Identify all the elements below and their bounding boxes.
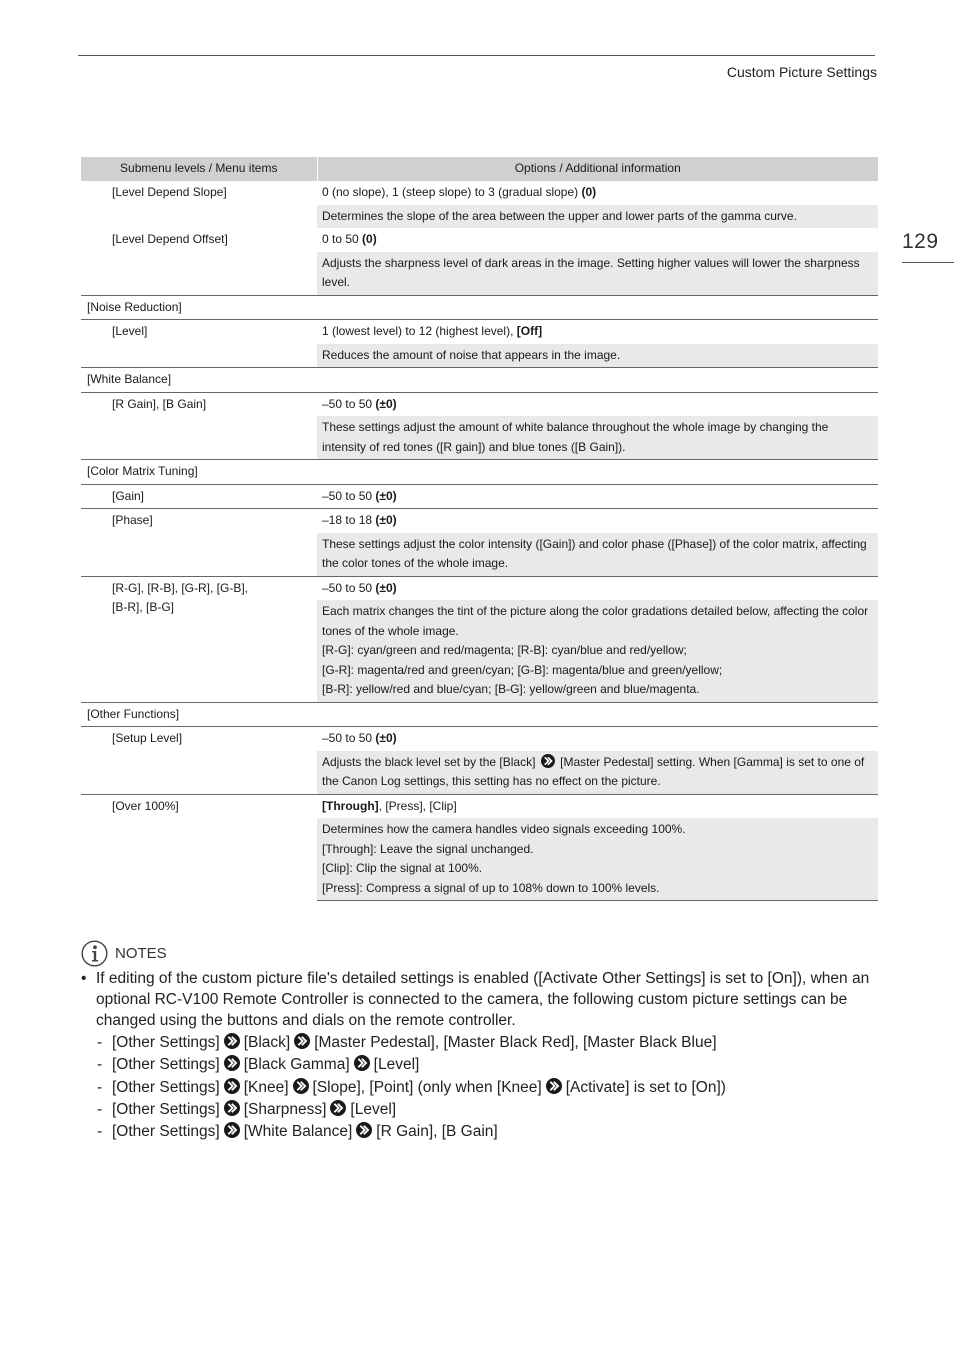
section-title: Custom Picture Settings [726,64,877,80]
chevron-right-icon [224,1122,240,1138]
section-white-balance: [White Balance] [81,368,878,393]
settings-table-wrapper [81,157,878,901]
menu-item-level-depend-offset: [Level Depend Offset] [112,232,228,246]
default-value: (±0) [375,488,397,503]
chevron-right-icon [224,1078,240,1094]
menu-path-item: - [Other Settings] [Black] [Master Pedestal], [Master Black Red], [Master Black Blue] [97,1034,717,1051]
chevron-right-icon [354,1055,370,1071]
table-row [81,794,878,818]
table-row [81,181,878,205]
menu-item-wb-gain: [R Gain], [B Gain] [81,392,317,460]
chevron-right-icon [541,754,555,768]
option-range: –50 to 50 (±0) [317,484,878,509]
default-value: (0) [362,232,377,246]
option-description: Determines the slope of the area between the upper and lower parts of the gamma curve. [317,205,878,229]
menu-path-item: - [Other Settings] [White Balance] [R Gain], [B Gain] [97,1123,498,1141]
section-color-matrix-tuning: [Color Matrix Tuning] [81,460,878,485]
chevron-right-icon [293,1078,309,1094]
menu-item-cm-gain: [Gain] [81,484,317,509]
option-range: –50 to 50 (±0) [317,392,878,416]
table-section-row [81,368,878,393]
settings-table [81,157,878,901]
section-noise-reduction: [Noise Reduction] [81,295,878,320]
note-text: If editing of the custom picture file's detailed settings is enabled ([Activate Other Settings] is set to [On]), when an optional RC-V100 Remote Controller is connected to the camera, the following custom picture settings can be changed using the buttons and dials on the remote controller. [96,970,870,1029]
table-row [81,576,878,600]
page-number-rule [902,262,954,263]
column-header-options: Options / Additional information [317,157,878,181]
option-description: Reduces the amount of noise that appears in the image. [317,344,878,368]
option-description: Adjusts the sharpness level of dark areas in the image. Setting higher values will lower the sharpness level. [317,252,878,296]
option-range: 1 (lowest level) to 12 (highest level), [Off] [317,320,878,344]
table-row [81,320,878,344]
table-row [81,392,878,416]
menu-item-setup-level: [Setup Level] [81,727,317,795]
default-value: [Through] [322,798,379,813]
default-value: (±0) [375,731,397,745]
option-range: –50 to 50 (±0) [317,727,878,751]
option-description: Adjusts the black level set by the [Black] [Master Pedestal] setting. When [Gamma] is set to one of the Canon Log settings, this setting has no effect on the picture. [317,751,878,795]
table-row [81,727,878,751]
chevron-right-icon [330,1100,346,1116]
option-range: –50 to 50 (±0) [317,576,878,600]
notes-body [81,968,881,1143]
option-range: –18 to 18 (±0) [317,509,878,533]
default-value: (±0) [375,513,397,527]
menu-item-cm-rgb: [R-G], [R-B], [G-R], [G-B], [B-R], [B-G] [81,576,317,702]
option-description: Each matrix changes the tint of the picture along the color gradations detailed below, affecting the color tones of the whole image. [R-G]: cyan/green and red/magenta; [R-B]: cyan/blue and red/yellow; [G-R]: magenta/red and green/cyan; [G-B]: magenta/blue and green/yellow; [B-R]: yellow/red and blue/cyan; [B-G]: yellow/green and blue/magenta. [317,600,878,702]
default-value: (±0) [375,396,397,411]
option-range: 0 to 50 (0) [322,232,377,246]
chevron-right-icon [224,1055,240,1071]
bullet-mark: • [81,970,87,987]
menu-path-item: - [Other Settings] [Black Gamma] [Level] [97,1056,420,1074]
table-row [81,509,878,533]
chevron-right-icon [546,1078,562,1094]
column-header-menu-items: Submenu levels / Menu items [81,157,317,181]
chevron-right-icon [224,1033,240,1049]
menu-item-cm-phase: [Phase] [81,509,317,577]
list-item [81,968,881,1031]
notes-heading-label: NOTES [115,945,167,962]
menu-path-list [81,1032,881,1143]
menu-path-item: - [Other Settings] [Knee] [Slope], [Point] (only when [Knee] [Activate] is set to [On]) [97,1078,726,1096]
option-range: [Through], [Press], [Clip] [317,794,878,818]
option-range: 0 (no slope), 1 (steep slope) to 3 (gradual slope) (0) [322,185,597,199]
info-icon [81,940,108,967]
option-description: These settings adjust the amount of white balance throughout the whole image by changing the intensity of red tones ([R gain]) and blue tones ([B Gain]). [317,416,878,460]
option-description: These settings adjust the color intensity ([Gain]) and color phase ([Phase]) of the color matrix, affecting the color tones of the whole image. [317,533,878,577]
page-number: 129 [902,230,939,253]
chevron-right-icon [224,1100,240,1116]
default-value: [Off] [516,324,543,338]
menu-item-over-100: [Over 100%] [81,794,317,901]
default-value: (±0) [375,580,397,595]
option-description: Determines how the camera handles video signals exceeding 100%. [Through]: Leave the signal unchanged. [Clip]: Clip the signal at 100%. [Press]: Compress a signal of up to 108% down to 100% levels. [317,818,878,901]
section-other-functions: [Other Functions] [81,702,878,727]
table-row [81,484,878,509]
chevron-right-icon [356,1122,372,1138]
menu-item-level-depend-slope: [Level Depend Slope] [112,185,227,199]
default-value: (0) [581,185,597,199]
table-section-row [81,295,878,320]
chevron-right-icon [294,1033,310,1049]
table-header-row [81,157,878,181]
menu-path-item: - [Other Settings] [Sharpness] [Level] [97,1100,397,1118]
menu-item-nr-level: [Level] [81,320,317,368]
table-section-row [81,702,878,727]
table-section-row [81,460,878,485]
table-row [81,228,878,252]
header-rule [78,55,875,56]
